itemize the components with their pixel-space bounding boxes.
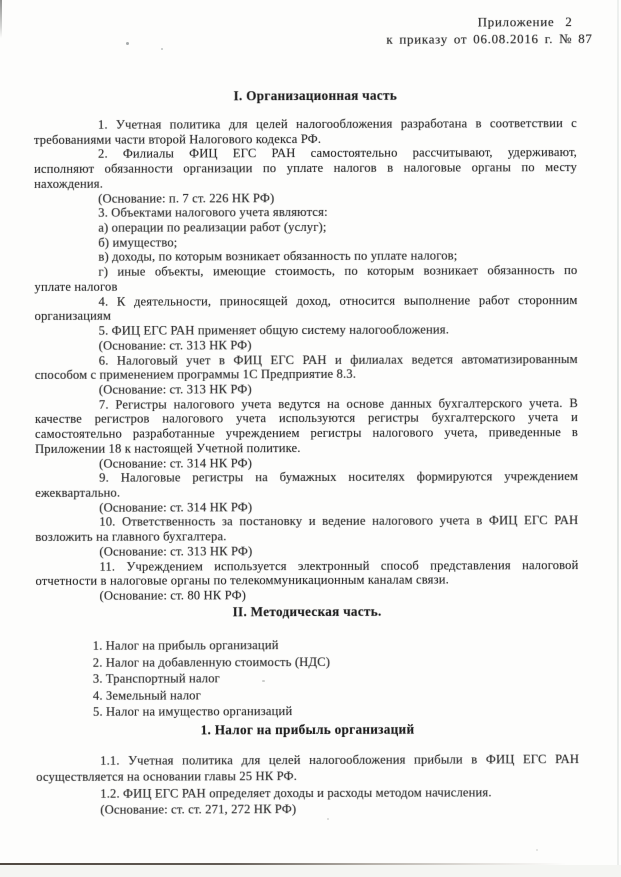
list-letter-line: б) имущество; [98,235,178,250]
paragraph-line: 9. Налоговые регистры на бумажных носителях формируются учреждением [99,469,579,485]
paragraph-line: качестве регистров налогового учета используются регистры бухгалтерского учета и [34,410,578,427]
paragraph-line: 1.1. Учетная политика для целей налогообложения прибыли в ФИЦ ЕГС РАН [100,752,580,768]
list-item: 5. Налог на имущество организаций [92,704,293,719]
section-heading-methodical: II. Методическая часть. [232,603,382,620]
paragraph-line: 1. Учетная политика для целей налогообложения разработана в соответствии с [97,116,577,132]
scan-artifact-bottom-edge [0,863,566,865]
order-reference: к приказу от 06.08.2016 г. № 87 [386,31,593,47]
basis-line: (Основание: ст. ст. 271, 272 НК РФ) [100,802,297,817]
profit-tax-section-text [36,751,579,818]
basis-line: (Основание: ст. 80 НК РФ) [99,588,247,603]
scan-speck [126,42,129,45]
paragraph-line: Приложении 18 к настоящей Учетной политике. [35,440,301,456]
scan-speck [161,48,163,50]
scan-artifact-bottom-area [0,865,621,877]
paragraph-line: 10. Ответственность за постановку и ведение налогового учета в ФИЦ ЕГС РАН [99,513,579,530]
list-letter-line: г) иные объекты, имеющие стоимость, по которым возникает обязанность по [98,263,578,279]
list-item: 1. Налог на прибыль организаций [92,638,279,653]
scan-speck [536,849,538,851]
list-item: 2. Налог на добавленную стоимость (НДС) [92,654,331,670]
appendix-label: Приложение 2 [477,14,573,30]
subsection-heading-profit-tax: 1. Налог на прибыль организаций [200,721,415,738]
paragraph-line: нахождения. [34,176,104,191]
paragraph-line: 11. Учреждением используется электронный способ представления налоговой [99,557,579,574]
paragraph-line: 4. К деятельности, приносящей доход, относится выполнение работ сторонним [98,292,578,309]
basis-line: (Основание: ст. 313 НК РФ) [98,337,252,353]
paragraph-line: самостоятельно разработанные учреждением регистры налогового учета, приведенные в [34,425,579,442]
paragraph-line: ежеквартально. [35,485,121,500]
list-letter-line: а) операции по реализации работ (услуг); [98,219,327,235]
paragraph-line: 3. Объектами налогового учета являются: [98,205,328,221]
scan-speck [327,818,329,820]
tax-list [93,636,579,720]
scan-artifact-left-edge [0,0,2,38]
paragraph-line: исполняют обязанности организации по уплате налогов в налоговые органы по месту [34,160,578,177]
paragraph-line: 5. ФИЦ ЕГС РАН применяет общую систему налогообложения. [98,322,450,338]
section-heading-organizational: I. Организационная часть [233,87,398,104]
paragraph-line: 2. Филиалы ФИЦ ЕГС РАН самостоятельно рассчитывают, удерживают, [97,145,578,162]
scan-artifact-right-edge [617,0,619,877]
basis-line: (Основание: п. 7 ст. 226 НК РФ) [98,190,275,206]
paragraph-line: отчетности в налоговые органы по телекоммуникационным каналам связи. [35,572,449,589]
basis-line: (Основание: ст. 313 НК РФ) [99,544,253,559]
paragraph-line: уплате налогов [34,279,118,294]
paragraph-line: 1.2. ФИЦ ЕГС РАН определяет доходы и расходы методом начисления. [100,785,492,801]
paragraph-line: способом с применением программы 1С Предприятие 8.3. [34,367,357,383]
paragraph-line: 7. Регистры налогового учета ведутся на основе данных бухгалтерского учета. В [98,395,578,412]
basis-line: (Основание: ст. 313 НК РФ) [98,382,252,397]
scan-speck [262,680,265,682]
basis-line: (Основание: ст. 314 НК РФ) [99,499,253,515]
paragraph-line: возложить на главного бухгалтера. [35,529,227,545]
list-item: 3. Транспортный налог [92,671,220,686]
list-item: 4. Земельный налог [92,687,201,703]
list-letter-line: в) доходы, по которым возникает обязанность по уплате налогов; [98,248,458,265]
paragraph-line: осуществляется на основании главы 25 НК РФ. [36,769,298,785]
organizational-section-text [34,116,579,604]
paragraph-line: 6. Налоговый учет в ФИЦ ЕГС РАН и филиалах ведется автоматизированным [98,351,578,368]
document-header [386,13,592,48]
basis-line: (Основание: ст. 314 НК РФ) [99,455,253,471]
paragraph-line: организациям [34,309,112,324]
paragraph-line: требованиями части второй Налогового кодекса РФ. [33,131,322,147]
